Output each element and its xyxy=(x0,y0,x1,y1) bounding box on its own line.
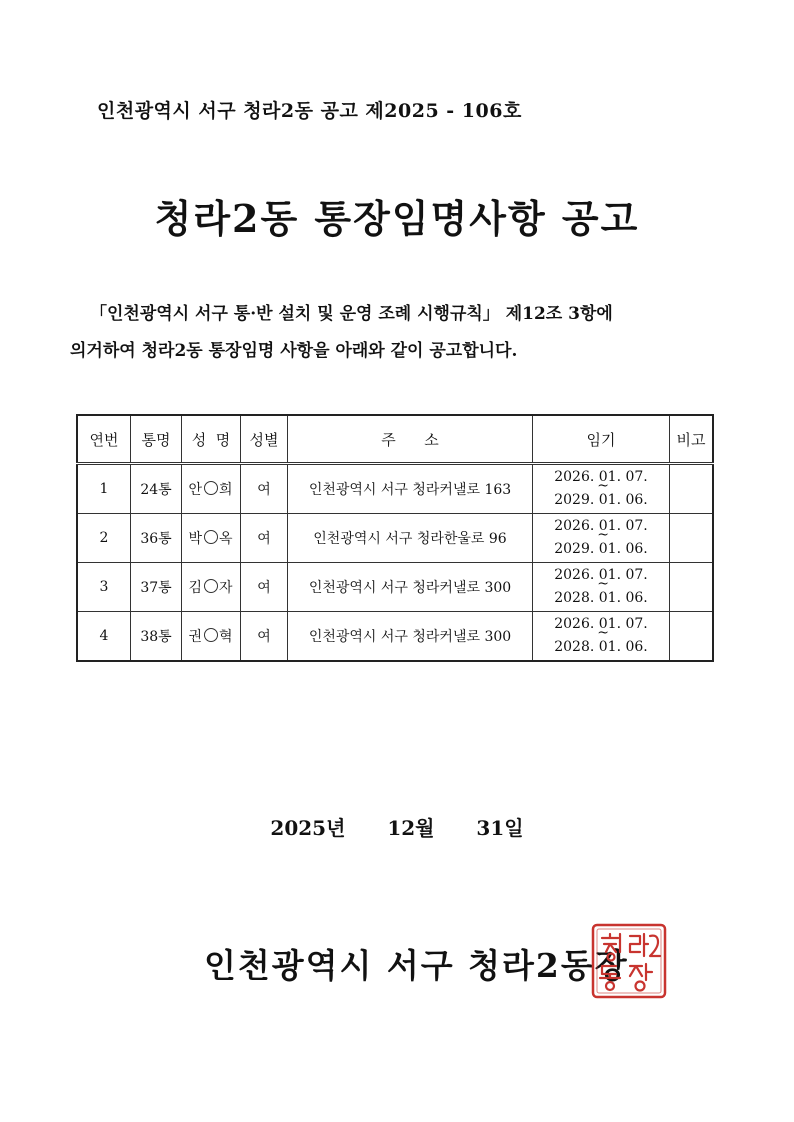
table-row xyxy=(77,514,713,563)
header-note: 비고 xyxy=(670,415,714,464)
row-note xyxy=(670,612,714,662)
masked-char-icon xyxy=(204,628,218,642)
notice-body xyxy=(70,296,750,370)
row-name: 박 옥 xyxy=(182,514,241,563)
page-title: 청라2동 통장임명사항 공고 xyxy=(154,196,640,241)
official-seal-icon xyxy=(590,922,668,1000)
row-tong: 24통 xyxy=(131,464,182,514)
header-no: 연번 xyxy=(77,415,131,464)
row-term: 2026. 01. 07. ~ 2028. 01. 06. xyxy=(533,612,670,662)
row-no: 4 xyxy=(77,612,131,662)
table-row xyxy=(77,612,713,662)
row-address: 인천광역시 서구 청라커낼로 163 xyxy=(288,464,533,514)
masked-char-icon xyxy=(204,481,218,495)
row-name: 권 혁 xyxy=(182,612,241,662)
table-header-row xyxy=(77,415,713,464)
row-gender: 여 xyxy=(241,612,288,662)
appointment-table xyxy=(76,414,714,662)
masked-char-icon xyxy=(204,530,218,544)
masked-char-icon xyxy=(204,579,218,593)
row-name: 안 희 xyxy=(182,464,241,514)
row-tong: 37통 xyxy=(131,563,182,612)
row-gender: 여 xyxy=(241,563,288,612)
header-address: 주 소 xyxy=(288,415,533,464)
row-term: 2026. 01. 07. ~ 2028. 01. 06. xyxy=(533,563,670,612)
row-name: 김 자 xyxy=(182,563,241,612)
row-no: 3 xyxy=(77,563,131,612)
row-note xyxy=(670,514,714,563)
table-row xyxy=(77,464,713,514)
header-term: 임기 xyxy=(533,415,670,464)
table-row xyxy=(77,563,713,612)
body-line-1: 「인천광역시 서구 통·반 설치 및 운영 조례 시행규칙」 제12조 3항에 xyxy=(90,304,613,324)
row-note xyxy=(670,464,714,514)
row-address: 인천광역시 서구 청라커낼로 300 xyxy=(288,612,533,662)
notice-number: 인천광역시 서구 청라2동 공고 제2025 - 106호 xyxy=(97,100,522,122)
row-no: 1 xyxy=(77,464,131,514)
row-tong: 38통 xyxy=(131,612,182,662)
header-name: 성 명 xyxy=(182,415,241,464)
notice-date: 2025년 12월 31일 xyxy=(270,816,524,840)
header-gender: 성별 xyxy=(241,415,288,464)
row-term: 2026. 01. 07. ~ 2029. 01. 06. xyxy=(533,464,670,514)
row-no: 2 xyxy=(77,514,131,563)
row-gender: 여 xyxy=(241,514,288,563)
row-tong: 36통 xyxy=(131,514,182,563)
row-address: 인천광역시 서구 청라한울로 96 xyxy=(288,514,533,563)
row-gender: 여 xyxy=(241,464,288,514)
header-tong: 통명 xyxy=(131,415,182,464)
issuer-name: 인천광역시 서구 청라2동장 xyxy=(204,946,629,985)
row-address: 인천광역시 서구 청라커낼로 300 xyxy=(288,563,533,612)
row-note xyxy=(670,563,714,612)
row-term: 2026. 01. 07. ~ 2029. 01. 06. xyxy=(533,514,670,563)
body-line-2: 의거하여 청라2동 통장임명 사항을 아래와 같이 공고합니다. xyxy=(70,341,518,361)
